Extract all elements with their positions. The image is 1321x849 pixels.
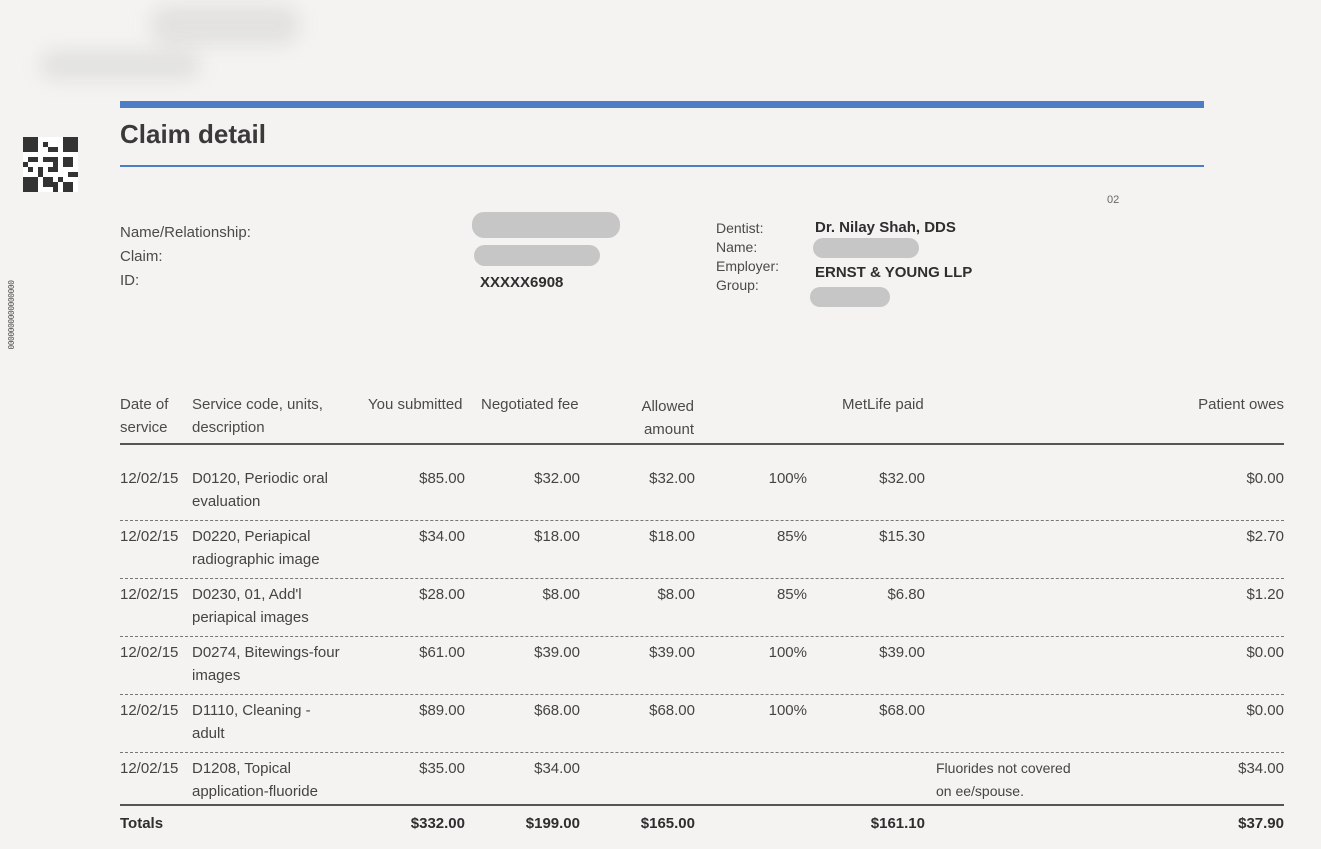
row-negotiated-fee: $39.00 [534, 644, 580, 661]
row-you-submitted: $89.00 [419, 702, 465, 719]
dentist-name: Dr. Nilay Shah, DDS [815, 219, 956, 236]
header-rule [120, 443, 1284, 445]
row-note-line1: Fluorides not covered [936, 760, 1071, 776]
employer-value: ERNST & YOUNG LLP [815, 264, 973, 281]
col-service-header [192, 393, 323, 439]
employer-label: Employer: [716, 258, 780, 274]
table-row [120, 579, 1284, 637]
totals-metlife-paid: $161.10 [870, 815, 925, 832]
row-note-line2: on ee/spouse. [936, 783, 1024, 799]
totals-allowed: $165.00 [640, 815, 695, 832]
table-row [120, 753, 1284, 811]
row-patient-owes: $1.20 [1246, 586, 1284, 603]
row-service-line2: periapical images [192, 609, 309, 626]
col-service-header-line2: description [192, 419, 265, 436]
group-label: Group: [716, 277, 759, 293]
totals-row [120, 810, 1284, 838]
table-row [120, 695, 1284, 753]
row-metlife-paid: $39.00 [879, 644, 925, 661]
table-row [120, 463, 1284, 521]
table-row [120, 637, 1284, 695]
row-negotiated-fee: $32.00 [534, 470, 580, 487]
row-allowed-amount: $39.00 [649, 644, 695, 661]
row-you-submitted: $61.00 [419, 644, 465, 661]
row-metlife-paid: $6.80 [887, 586, 925, 603]
row-metlife-paid: $32.00 [879, 470, 925, 487]
row-service-line1: D0120, Periodic oral [192, 470, 328, 487]
page-title: Claim detail [120, 119, 266, 149]
col-date-header [120, 393, 168, 439]
col-date-header-line2: service [120, 419, 168, 436]
page-code: 02 [1107, 194, 1120, 206]
row-allowed-amount: $8.00 [657, 586, 695, 603]
row-allowed-amount: $32.00 [649, 470, 695, 487]
row-patient-owes: $0.00 [1246, 644, 1284, 661]
redaction-name [472, 212, 620, 238]
row-coverage-percent: 100% [768, 644, 807, 661]
redaction-group [810, 287, 890, 307]
row-service-line2: images [192, 667, 241, 684]
totals-patient-owes: $37.90 [1238, 815, 1284, 832]
row-metlife-paid: $68.00 [879, 702, 925, 719]
row-you-submitted: $34.00 [419, 528, 465, 545]
row-date: 12/02/15 [120, 586, 179, 603]
totals-label: Totals [120, 815, 164, 832]
row-coverage-percent: 100% [768, 470, 807, 487]
row-date: 12/02/15 [120, 644, 179, 661]
row-service-line1: D0274, Bitewings-four [192, 644, 340, 661]
row-you-submitted: $28.00 [419, 586, 465, 603]
col-service-header-line1: Service code, units, [192, 396, 323, 413]
row-service-line1: D1208, Topical [192, 760, 291, 777]
redaction-member-name [813, 238, 919, 258]
redaction-claim [474, 245, 600, 266]
row-patient-owes: $0.00 [1246, 470, 1284, 487]
row-you-submitted: $85.00 [419, 470, 465, 487]
header-rule-thick [120, 101, 1204, 108]
claim-label: Claim: [120, 248, 163, 265]
row-date: 12/02/15 [120, 702, 179, 719]
row-allowed-amount: $18.00 [649, 528, 695, 545]
row-negotiated-fee: $34.00 [534, 760, 580, 777]
row-allowed-amount: $68.00 [649, 702, 695, 719]
totals-submitted: $332.00 [410, 815, 465, 832]
col-allowed-header-line2: amount [643, 421, 694, 438]
dentist-label: Dentist: [716, 220, 764, 236]
col-allowed-header-line1: Allowed [641, 398, 694, 415]
col-date-header-line1: Date of [120, 396, 169, 413]
row-service-line1: D0220, Periapical [192, 528, 311, 545]
row-negotiated-fee: $18.00 [534, 528, 580, 545]
row-service-line2: application-fluoride [192, 783, 318, 800]
col-patient-header: Patient owes [1198, 396, 1284, 413]
row-date: 12/02/15 [120, 470, 179, 487]
col-submitted-header: You submitted [368, 396, 463, 413]
totals-rule [120, 804, 1284, 806]
qr-code-icon [23, 136, 78, 193]
scan-smudge [40, 50, 200, 80]
row-date: 12/02/15 [120, 528, 179, 545]
row-patient-owes: $0.00 [1246, 702, 1284, 719]
row-coverage-percent: 100% [768, 702, 807, 719]
header-rule-thin [120, 165, 1204, 167]
row-patient-owes: $2.70 [1246, 528, 1284, 545]
scan-smudge [150, 5, 300, 45]
barcode-text: 0000000000000000 [6, 280, 15, 350]
row-coverage-percent: 85% [776, 528, 807, 545]
row-service-line1: D0230, 01, Add'l [192, 586, 302, 603]
row-coverage-percent: 85% [776, 586, 807, 603]
totals-negotiated: $199.00 [525, 815, 580, 832]
row-you-submitted: $35.00 [419, 760, 465, 777]
name-relationship-label: Name/Relationship: [120, 224, 251, 241]
col-metlife-header: MetLife paid [842, 396, 924, 413]
id-value: XXXXX6908 [480, 274, 564, 291]
id-label: ID: [120, 272, 140, 289]
row-patient-owes: $34.00 [1238, 760, 1284, 777]
name-label: Name: [716, 239, 758, 255]
col-negotiated-header: Negotiated fee [481, 396, 579, 413]
row-negotiated-fee: $68.00 [534, 702, 580, 719]
row-service-line2: evaluation [192, 493, 261, 510]
row-metlife-paid: $15.30 [879, 528, 925, 545]
row-negotiated-fee: $8.00 [542, 586, 580, 603]
row-service-line2: radiographic image [192, 551, 320, 568]
row-date: 12/02/15 [120, 760, 179, 777]
table-row [120, 521, 1284, 579]
row-service-line1: D1110, Cleaning - [192, 702, 311, 719]
col-allowed-header [610, 395, 694, 441]
row-service-line2: adult [192, 725, 225, 742]
